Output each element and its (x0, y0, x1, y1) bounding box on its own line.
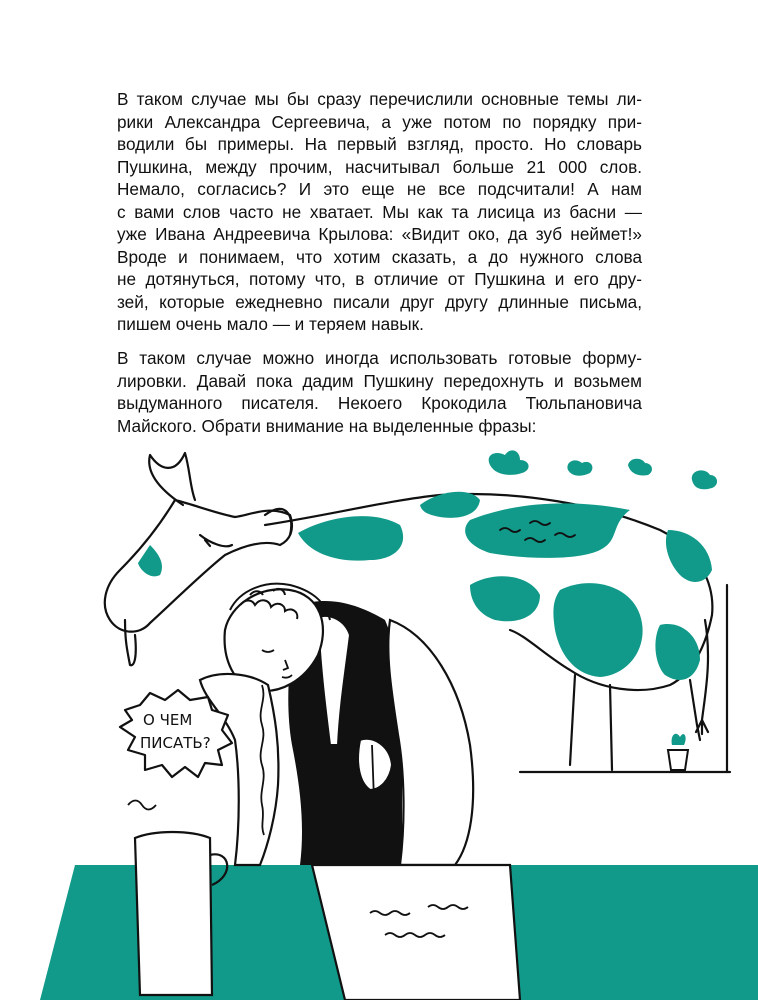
writer (200, 584, 473, 865)
text-line: не дотянуться, потому что, в отличие от Пушкина и его дру- (117, 269, 642, 289)
cow-horn (149, 453, 195, 505)
text-line: уже Ивана Андреевича Крылова: «Видит око, да зуб неймет!» (117, 224, 642, 244)
speech-text-line1: О ЧЕМ (143, 711, 193, 729)
text-line: пишем очень мало — и теряем навык. (117, 314, 424, 334)
text-line: водили бы примеры. На первый взгляд, просто. Но словарь (117, 134, 642, 154)
text-line: Пушкина, между прочим, насчитывал больше 21 000 слов. (117, 156, 642, 177)
writer-illustration (0, 445, 758, 1000)
text-line: рики Александра Сергеевича, а уже потом по порядку при- (117, 111, 642, 132)
plant-pot (668, 750, 688, 770)
text-line: Вроде и понимаем, что хотим сказать, а до нужного слова (117, 246, 642, 267)
text-line: лировки. Давай пока дадим Пушкину передохнуть и возьмем (117, 370, 642, 391)
cow-leg (690, 680, 700, 740)
text-line: В таком случае мы бы сразу перечислили основные темы ли- (117, 89, 642, 109)
paragraph-2 (117, 347, 642, 437)
text-line: В таком случае можно иногда использовать готовые форму- (117, 348, 642, 368)
text-line: Майского. Обрати внимание на выделенные фразы: (117, 415, 537, 436)
speech-text-line2: ПИСАТЬ? (140, 734, 211, 752)
text-line: Немало, согласись? И это еще не все подсчитали! А нам (117, 179, 642, 199)
paragraph-1 (117, 88, 642, 336)
cow-leg (570, 675, 575, 765)
cow-tail (696, 620, 708, 734)
paper (312, 865, 520, 1000)
text-line: выдуманного писателя. Некоего Крокодила Тюльпановича (117, 393, 642, 413)
cow-leg (610, 685, 612, 770)
cow-tongue (125, 620, 136, 665)
text-line: с вами слов часто не хватает. Мы как та лисица из басни — (117, 201, 642, 222)
text-line: зей, которые ежедневно писали друг другу длинные письма, (117, 291, 642, 312)
